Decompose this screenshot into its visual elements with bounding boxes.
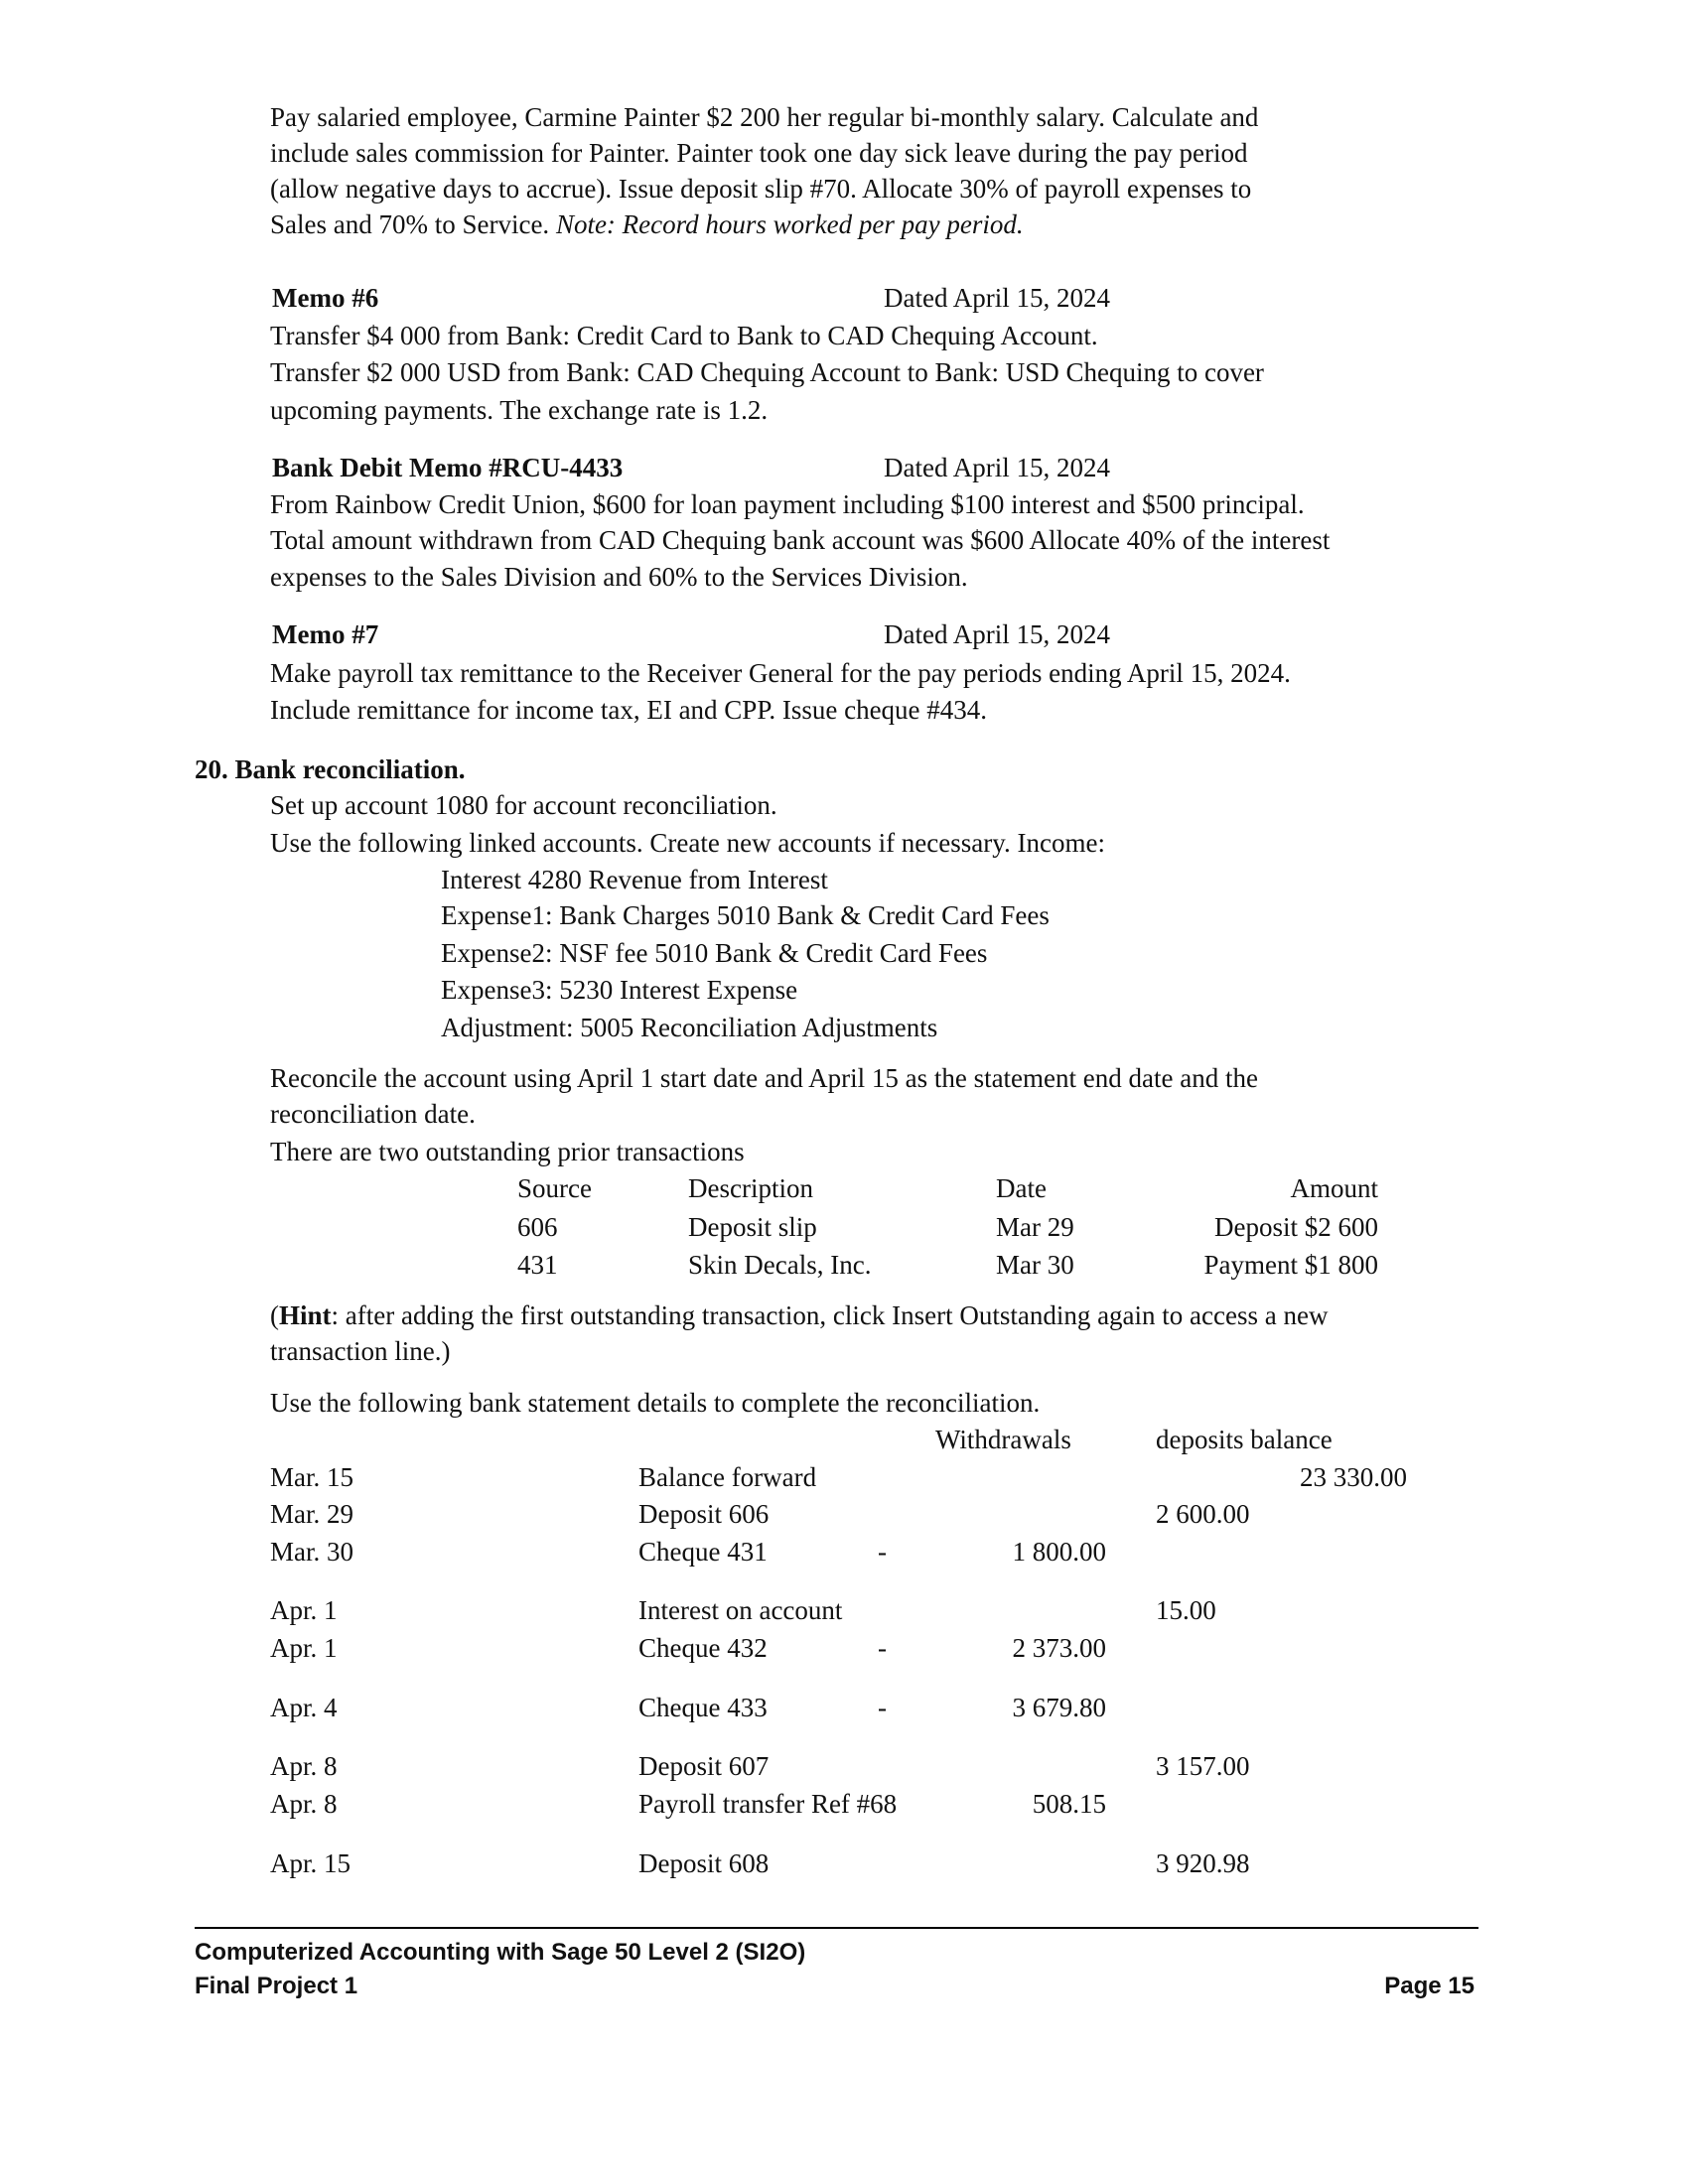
statement-intro: Use the following bank statement details to complete the reconciliation. [270,1388,1041,1418]
payroll-note: Note: Record hours worked per pay period. [555,209,1024,239]
payroll-line [270,206,1024,242]
header-deposits-balance: deposits balance [1156,1425,1333,1454]
reconcile-line: There are two outstanding prior transactions [270,1137,745,1166]
memo6-line: Transfer $4 000 from Bank: Credit Card to Bank to CAD Chequing Account. [270,321,1098,350]
memo7-line: Make payroll tax remittance to the Receiver General for the pay periods ending April 15, 2024. [270,658,1291,688]
statement-description: Cheque 433 [638,1693,768,1722]
reconcile-line: Reconcile the account using April 1 start date and April 15 as the statement end date and the [270,1063,1258,1093]
cell-source: 431 [517,1250,558,1280]
statement-description: Cheque 432 [638,1633,768,1663]
statement-withdrawal: 508.15 [1032,1789,1106,1819]
payroll-line: include sales commission for Painter. Painter took one day sick leave during the pay period [270,138,1248,168]
section-line: Set up account 1080 for account reconciliation. [270,790,777,820]
statement-date: Apr. 15 [270,1848,351,1878]
hint-open: ( [270,1300,279,1330]
statement-date: Apr. 8 [270,1789,338,1819]
bank-debit-memo-date: Dated April 15, 2024 [884,453,1110,482]
footer-page: Page 15 [1384,1973,1475,1999]
statement-date: Mar. 15 [270,1462,353,1492]
statement-description: Payroll transfer Ref #68 [638,1789,898,1819]
statement-deposit: 15.00 [1156,1595,1216,1625]
linked-account: Interest 4280 Revenue from Interest [441,865,828,894]
cell-date: Mar 30 [996,1250,1074,1280]
linked-account: Adjustment: 5005 Reconciliation Adjustments [441,1013,938,1042]
memo7-line: Include remittance for income tax, EI and CPP. Issue cheque #434. [270,695,988,725]
header-source: Source [517,1173,592,1203]
cell-description: Deposit slip [688,1212,817,1242]
section-line: Use the following linked accounts. Create new accounts if necessary. Income: [270,828,1105,858]
payroll-line: (allow negative days to accrue). Issue deposit slip #70. Allocate 30% of payroll expenses to [270,174,1252,204]
hint-text: : after adding the first outstanding transaction, click Insert Outstanding again to access a new [331,1300,1329,1330]
memo6-title: Memo #6 [272,283,379,313]
memo7-date: Dated April 15, 2024 [884,619,1110,649]
cell-date: Mar 29 [996,1212,1074,1242]
statement-description: Balance forward [638,1462,817,1492]
footer-divider [195,1927,1478,1929]
bank-debit-memo-line: From Rainbow Credit Union, $600 for loan payment including $100 interest and $500 principal. [270,489,1305,519]
header-amount: Amount [1290,1173,1378,1203]
bank-debit-memo-line: Total amount withdrawn from CAD Chequing bank account was $600 Allocate 40% of the interest [270,525,1331,555]
memo7-title: Memo #7 [272,619,379,649]
linked-account: Expense3: 5230 Interest Expense [441,975,798,1005]
statement-deposit: 3 920.98 [1156,1848,1250,1878]
bank-debit-memo-line: expenses to the Sales Division and 60% to the Services Division. [270,562,968,592]
statement-date: Mar. 29 [270,1499,353,1529]
statement-deposit: 2 600.00 [1156,1499,1250,1529]
footer-course: Computerized Accounting with Sage 50 Level 2 (SI2O) [195,1939,806,1966]
memo6-line: upcoming payments. The exchange rate is 1.2. [270,395,769,425]
statement-dash: - [878,1633,887,1663]
statement-dash: - [878,1537,887,1567]
statement-balance: 23 330.00 [1300,1462,1407,1492]
statement-description: Deposit 608 [638,1848,770,1878]
footer-project: Final Project 1 [195,1973,358,1999]
cell-description: Skin Decals, Inc. [688,1250,872,1280]
statement-description: Deposit 606 [638,1499,770,1529]
hint-line [270,1297,1328,1333]
memo6-line: Transfer $2 000 USD from Bank: CAD Chequing Account to Bank: USD Chequing to cover [270,357,1264,387]
payroll-line: Pay salaried employee, Carmine Painter $2 200 her regular bi-monthly salary. Calculate and [270,102,1259,132]
statement-date: Apr. 4 [270,1693,338,1722]
statement-withdrawal: 2 373.00 [1012,1633,1106,1663]
statement-description: Interest on account [638,1595,843,1625]
cell-amount: Payment $1 800 [1203,1250,1378,1280]
statement-date: Apr. 8 [270,1751,338,1781]
payroll-line-text: Sales and 70% to Service. [270,209,550,239]
linked-account: Expense1: Bank Charges 5010 Bank & Credit Card Fees [441,900,1050,930]
cell-amount: Deposit $2 600 [1214,1212,1378,1242]
statement-deposit: 3 157.00 [1156,1751,1250,1781]
memo6-date: Dated April 15, 2024 [884,283,1110,313]
hint-line2: transaction line.) [270,1336,451,1366]
statement-date: Mar. 30 [270,1537,353,1567]
cell-source: 606 [517,1212,558,1242]
statement-date: Apr. 1 [270,1595,338,1625]
header-withdrawals: Withdrawals [935,1425,1071,1454]
statement-dash: - [878,1693,887,1722]
section-heading: 20. Bank reconciliation. [195,754,466,784]
statement-withdrawal: 1 800.00 [1012,1537,1106,1567]
statement-description: Cheque 431 [638,1537,768,1567]
statement-description: Deposit 607 [638,1751,770,1781]
hint-label: Hint [279,1300,332,1330]
header-description: Description [688,1173,813,1203]
bank-debit-memo-title: Bank Debit Memo #RCU-4433 [272,453,624,482]
header-date: Date [996,1173,1047,1203]
reconcile-line: reconciliation date. [270,1099,476,1129]
linked-account: Expense2: NSF fee 5010 Bank & Credit Card Fees [441,938,988,968]
statement-withdrawal: 3 679.80 [1012,1693,1106,1722]
statement-date: Apr. 1 [270,1633,338,1663]
